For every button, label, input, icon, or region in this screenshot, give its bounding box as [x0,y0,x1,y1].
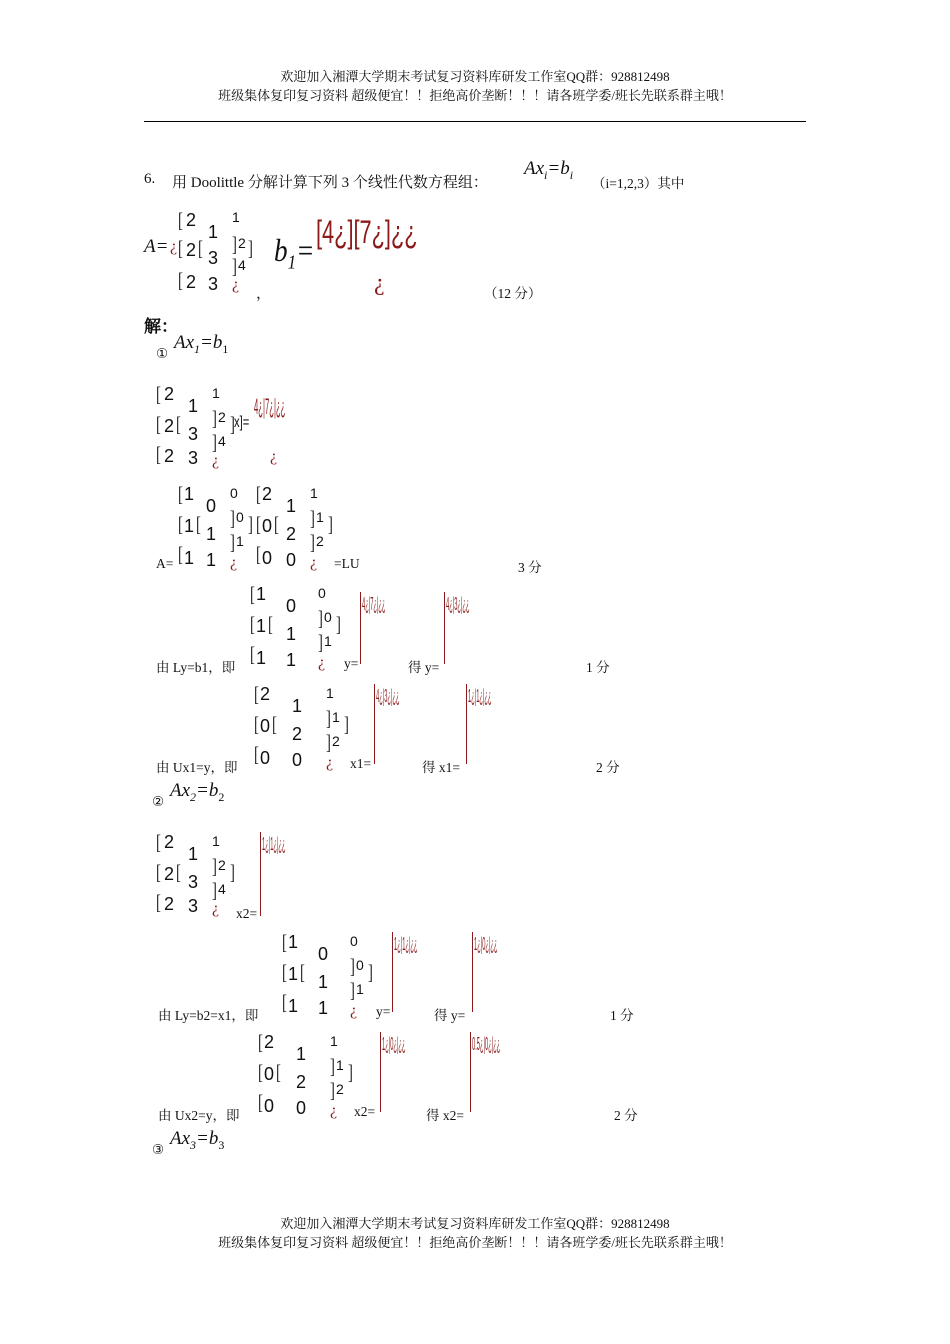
header-line-1: 欢迎加入湘潭大学期末考试复习资料库研发工作室QQ群：928812498 [280,69,670,84]
step2-vector-x1: 1¿|1¿|¿¿ [262,834,286,854]
ly2-vector-y: 1¿|0¿|¿¿ [474,934,498,954]
ux2-vec1-bar [380,1032,381,1112]
a-label: A= [144,236,169,257]
a-garble: ¿ [170,238,178,255]
ux-vector-x1: 1¿|1¿|¿¿ [468,686,492,706]
ly-score: 1 分 [586,660,610,675]
ly-vector-y: 4¿|3¿|¿¿ [446,594,470,614]
step1-b1-vector: 4¿|7¿|¿¿ [254,394,286,419]
ly-vector-b1: 4¿|7¿|¿¿ [362,594,386,614]
step1-mark: ① [156,346,169,361]
ly-vec1-bar [360,592,361,664]
lu-score: 3 分 [518,560,542,575]
ly2-y: y= [376,1004,391,1019]
ux-vector-y: 4¿|3¿|¿¿ [376,686,400,706]
step1-x: x]= [234,414,250,431]
ux-score: 2 分 [596,760,620,775]
step3-mark: ③ [152,1142,165,1157]
b1-garble: ¿ [374,270,385,296]
step2-mark: ② [152,794,165,809]
step2-vec-bar [260,832,261,916]
ux-vec2-bar [466,684,467,764]
comma: ， [256,286,272,302]
ux-x: x1= [350,756,372,771]
ly-get: 得 y= [408,660,440,675]
ly2-vec2-bar [472,932,473,1012]
ux-get: 得 x1= [422,760,460,775]
ly-y: y= [344,656,359,671]
header-line-2: 班级集体复印复习资料 超级便宜！！拒绝高价垄断！！！请各班学委/班长先联系群主哦！ [218,88,732,103]
header-rule [144,121,806,122]
ly2-label: 由 Ly=b2=x1，即 [158,1008,259,1023]
step1-garble: ¿ [270,448,278,465]
ly-label: 由 Ly=b1，即 [156,660,236,675]
lu-label: A= [156,556,174,571]
problem-number: 6. [144,171,156,187]
step1-equation: $Ax_1=b_1$ [174,332,229,356]
ux-label: 由 Ux1=y，即 [156,760,238,775]
b1-label: $b_1=$ [274,232,315,274]
ux2-label: 由 Ux2=y，即 [158,1108,240,1123]
footer-line-2: 班级集体复印复习资料 超级便宜！！拒绝高价垄断！！！请各班学委/班长先联系群主哦！ [218,1235,732,1250]
ux2-vec2-bar [470,1032,471,1112]
solution-title: 解： [144,317,178,336]
ux2-score: 2 分 [614,1108,638,1123]
problem-points: （12 分） [484,286,542,301]
ux2-get: 得 x2= [426,1108,464,1123]
lu-equals: =LU [334,556,360,571]
b1-vector: [4¿][7¿]¿¿ [316,214,418,250]
ly2-score: 1 分 [610,1008,634,1023]
step3-equation: $Ax_3=b_3$ [170,1128,225,1152]
problem-equation: $Ax_i=b_i$ [524,158,574,182]
ly2-vector-b2: 1¿|1¿|¿¿ [394,934,418,954]
ux-vec1-bar [374,684,375,764]
step2-equation: $Ax_2=b_2$ [170,780,225,804]
problem-note: （i=1,2,3）其中 [592,176,685,191]
ly-vec2-bar [444,592,445,664]
ux2-x: x2= [354,1104,376,1119]
problem-text: 用 Doolittle 分解计算下列 3 个线性代数方程组： [172,175,488,191]
ly2-vec1-bar [392,932,393,1012]
ux2-vector-y: 1¿|0¿|¿¿ [382,1034,406,1054]
ly2-get: 得 y= [434,1008,466,1023]
footer-line-1: 欢迎加入湘潭大学期末考试复习资料库研发工作室QQ群：928812498 [280,1216,670,1231]
step2-x: x2= [236,906,258,921]
ux2-vector-x2: 0.5¿|0¿|¿¿ [472,1034,501,1054]
